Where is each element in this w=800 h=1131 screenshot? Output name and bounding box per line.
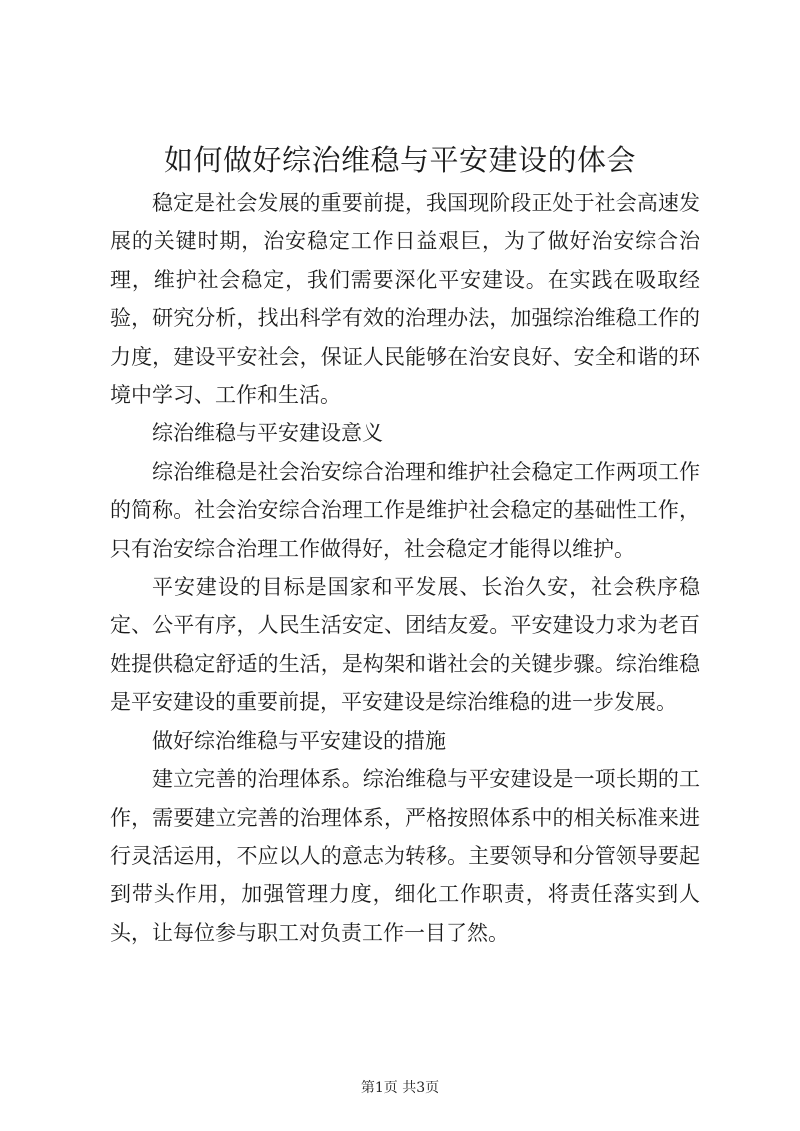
paragraph-governance-system: 建立完善的治理体系。综治维稳与平安建设是一项长期的工作，需要建立完善的治理体系，严格按照体系中的相关标准来进行灵活运用，不应以人的意志为转移。主要领导和分管领导要起到带头作用，加强管理力度，细化工作职责，将责任落实到人头，让每位参与职工对负责工作一目了然。 [110,767,700,945]
paragraph-definition: 综治维稳是社会治安综合治理和维护社会稳定工作两项工作的简称。社会治安综合治理工作是维护社会稳定的基础性工作，只有治安综合治理工作做得好，社会稳定才能得以维护。 [110,459,700,561]
section-heading-significance: 综治维稳与平安建设意义 [152,421,383,446]
paragraph-goals: 平安建设的目标是国家和平发展、长治久安，社会秩序稳定、公平有序，人民生活安定、团结友爱。平安建设力求为老百姓提供稳定舒适的生活，是构架和谐社会的关键步骤。综治维稳是平安建设的重要前提，平安建设是综治维稳的进一步发展。 [110,575,700,715]
page-number-footer: 第1页 共3页 [360,1080,440,1096]
document-body [110,184,700,952]
paragraph-intro: 稳定是社会发展的重要前提，我国现阶段正处于社会高速发展的关键时期，治安稳定工作日益艰巨，为了做好治安综合治理，维护社会稳定，我们需要深化平安建设。在实践在吸取经验，研究分析，找出科学有效的治理办法，加强综治维稳工作的力度，建设平安社会，保证人民能够在治安良好、安全和谐的环境中学习、工作和生活。 [110,191,700,408]
document-title: 如何做好综治维稳与平安建设的体会 [163,143,636,177]
section-heading-measures: 做好综治维稳与平安建设的措施 [152,728,446,753]
